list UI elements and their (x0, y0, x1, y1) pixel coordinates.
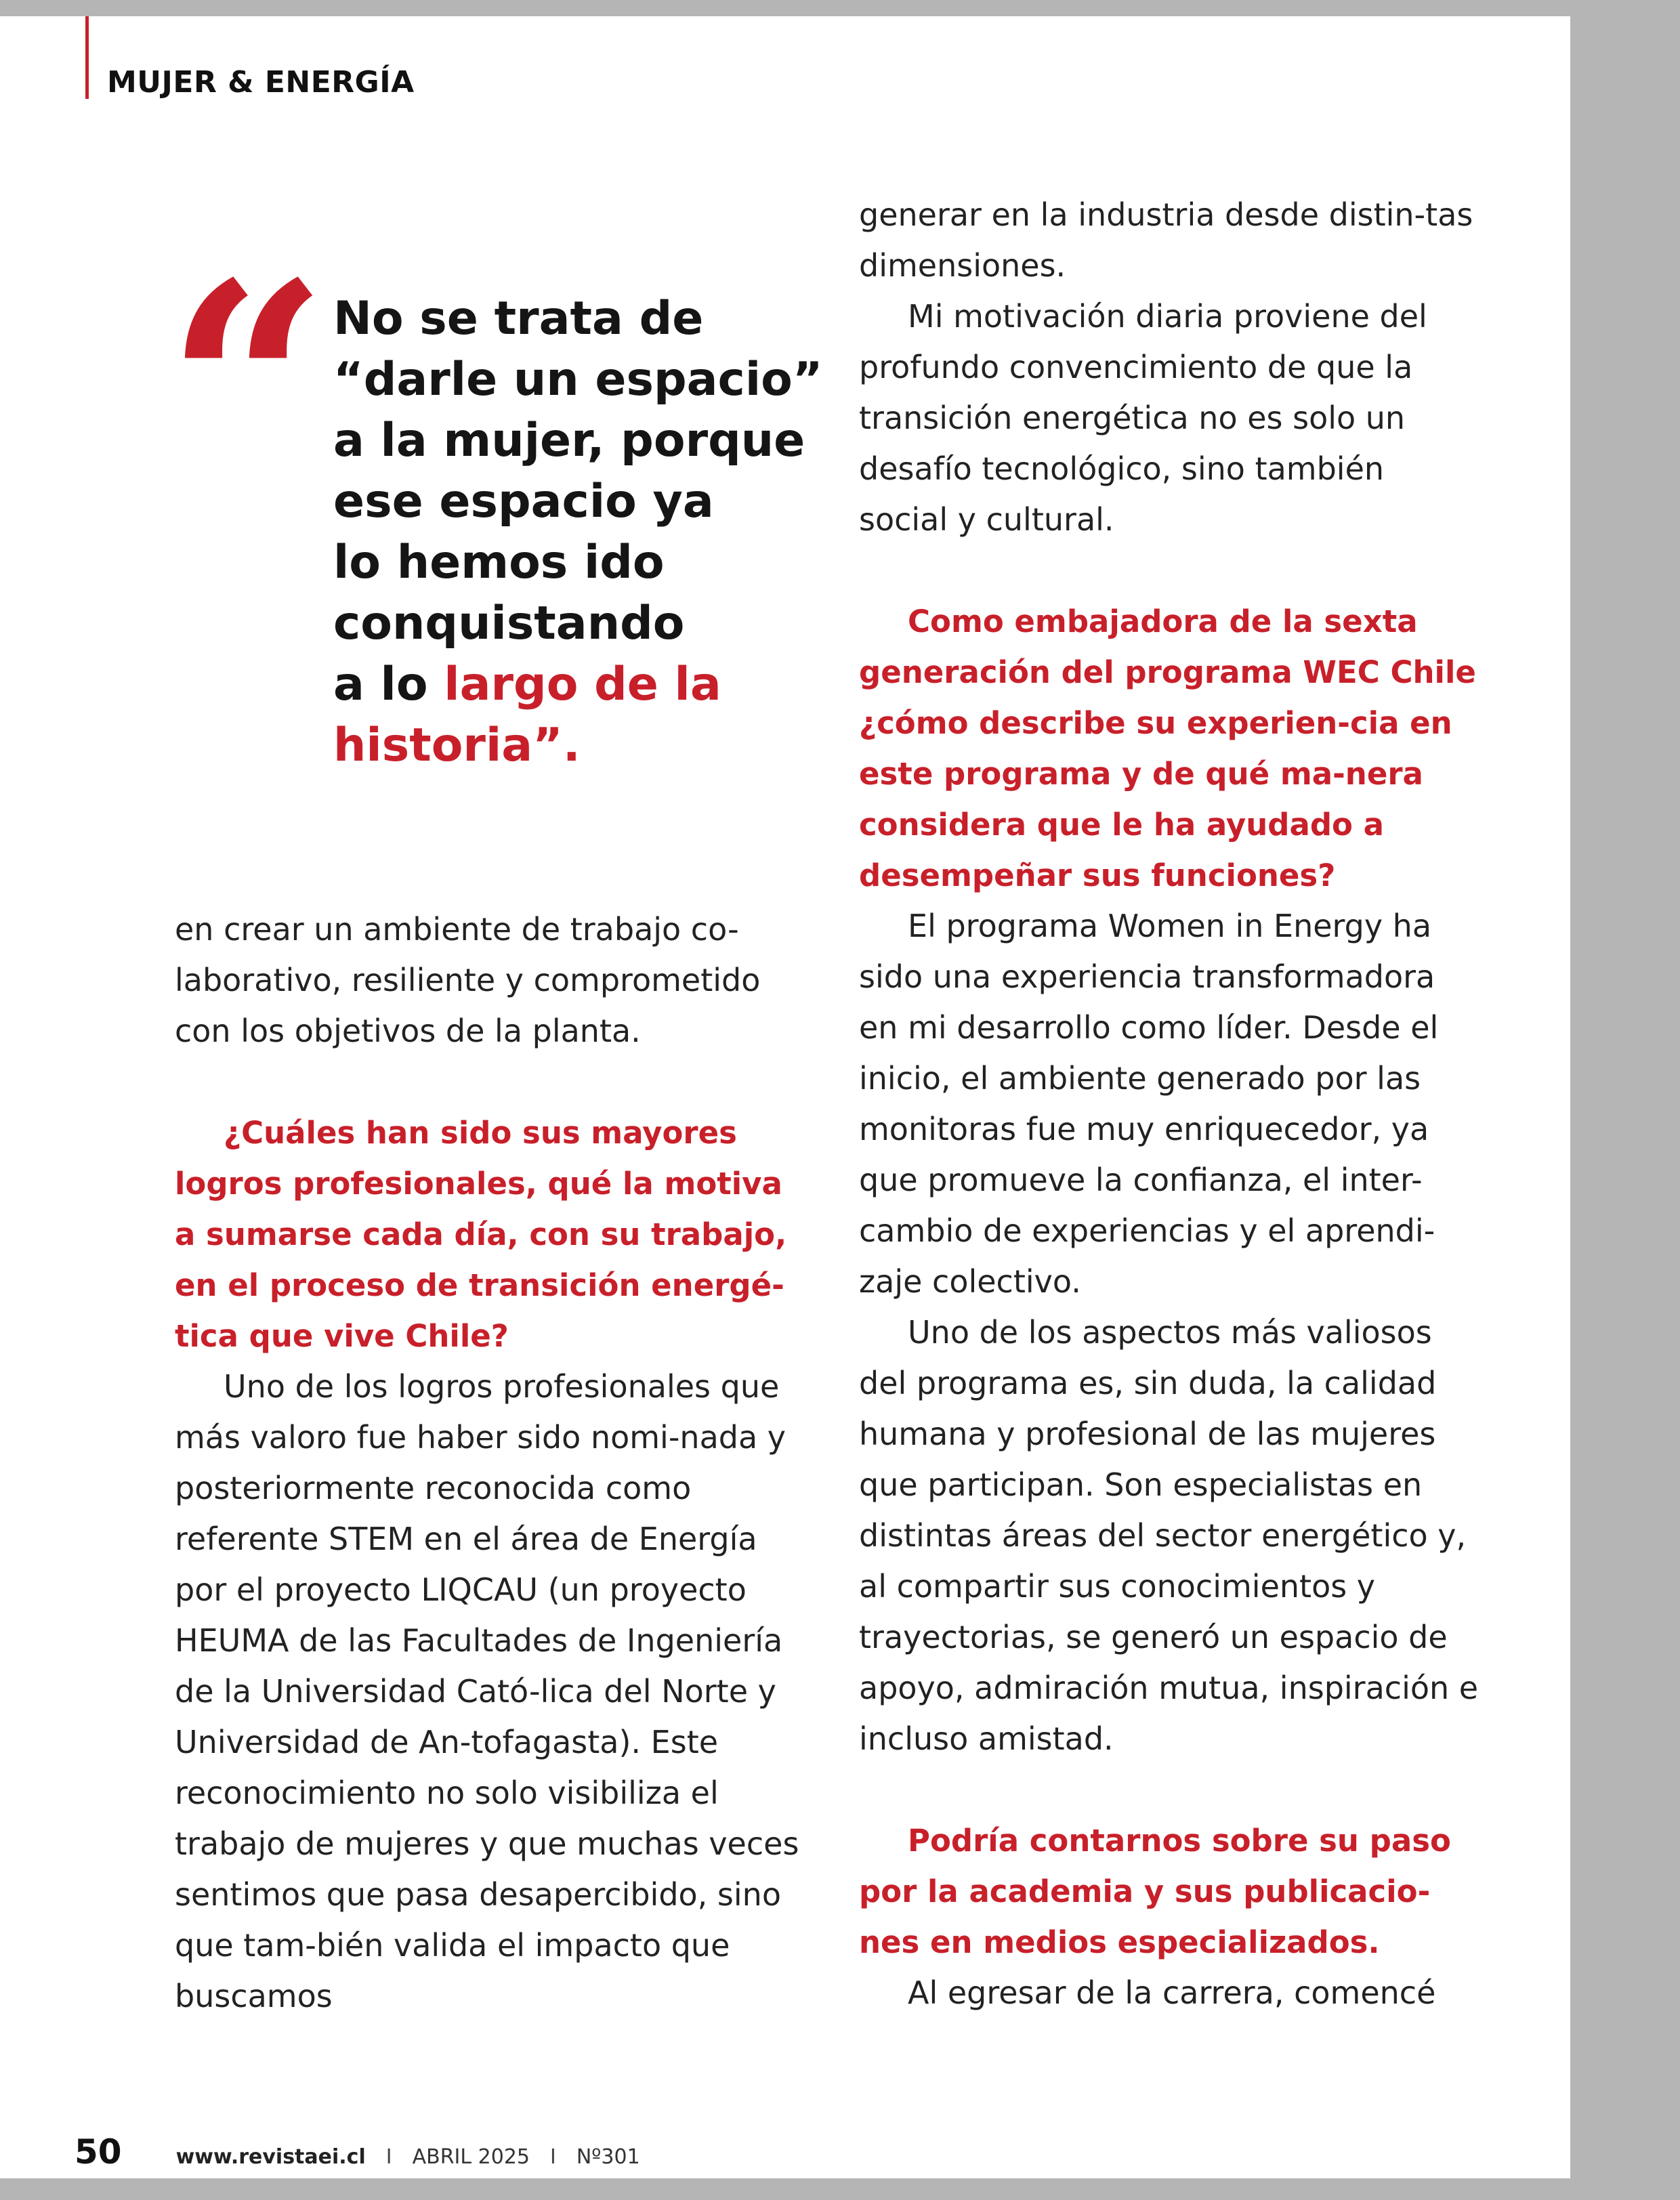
body-paragraph: en crear un ambiente de trabajo co-laborativo, resiliente y comprometido con los objetivos de la planta. (175, 911, 761, 1049)
pull-quote-line (333, 654, 835, 715)
pull-quote-line: a la mujer, porque (333, 414, 805, 467)
footer-separator: I (550, 2145, 556, 2169)
left-column (175, 904, 805, 2022)
pull-quote-line: lo hemos ido (333, 536, 665, 589)
body-paragraph: generar en la industria desde distin-tas dimensiones. (859, 196, 1473, 284)
right-column (859, 190, 1482, 2018)
pull-quote (333, 289, 835, 776)
section-label: MUJER & ENERGÍA (107, 65, 415, 100)
body-paragraph: Uno de los aspectos más valiosos del programa es, sin duda, la calidad humana y profesional de las mujeres que participan. Son especialistas en distintas áreas del sector energético y, al compartir sus conocimientos y trayectorias, se generó un espacio de apoyo, admiración mutua, inspiración e incluso amistad. (859, 1314, 1479, 1757)
pull-quote-text: a lo (333, 658, 428, 711)
body-paragraph: Mi motivación diaria proviene del profundo convencimiento de que la transición energética no es solo un desafío tecnológico, sino también social y cultural. (859, 298, 1427, 538)
body-paragraph: Uno de los logros profesionales que más valoro fue haber sido nomi-nada y posteriormente reconocida como referente STEM en el área de Energía por el proyecto LIQCAU (un proyecto HEUMA de las Facultades de Ingeniería de la Universidad Cató-lica del Norte y Universidad de An-tofagasta). Este reconocimiento no solo visibiliza el trabajo de mujeres y que muchas veces sentimos que pasa desapercibido, sino que tam-bién valida el impacto que buscamos (175, 1368, 799, 2014)
quote-mark-icon: “ (165, 221, 329, 555)
body-paragraph: Al egresar de la carrera, comencé (908, 1974, 1436, 2011)
issue-number: Nº301 (576, 2145, 640, 2169)
magazine-page (0, 16, 1570, 2178)
pull-quote-line: No se trata de (333, 292, 704, 345)
pull-quote-line: conquistando (333, 597, 685, 650)
interview-question: ¿Cuáles han sido sus mayores logros profesionales, qué la motiva a sumarse cada día, con su trabajo, en el proceso de transición energé-tica que vive Chile? (175, 1115, 787, 1354)
pull-quote-line: “darle un espacio” (333, 353, 823, 406)
issue-date: ABRIL 2025 (412, 2145, 530, 2169)
body-paragraph: El programa Women in Energy ha sido una experiencia transformadora en mi desarrollo como líder. Desde el inicio, el ambiente generado por las monitoras fue muy enriquecedor, ya que promueve la confianza, el inter-cambio de experiencias y el aprendi-zaje colectivo. (859, 908, 1439, 1300)
section-accent-bar (85, 16, 89, 99)
website-link[interactable]: www.revistaei.cl (175, 2145, 366, 2169)
page-footer (75, 2132, 640, 2172)
pull-quote-line: ese espacio ya (333, 475, 714, 528)
pull-quote-highlight: largo de la (444, 658, 721, 711)
page-number: 50 (75, 2132, 122, 2172)
interview-question: Podría contarnos sobre su paso por la academia y sus publicacio-nes en medios especializados. (859, 1823, 1451, 1960)
footer-separator: I (385, 2145, 392, 2169)
interview-question: Como embajadora de la sexta generación del programa WEC Chile ¿cómo describe su experien-cia en este programa y de qué ma-nera considera que le ha ayudado a desempeñar sus funciones? (859, 604, 1476, 893)
pull-quote-highlight: historia”. (333, 719, 581, 772)
